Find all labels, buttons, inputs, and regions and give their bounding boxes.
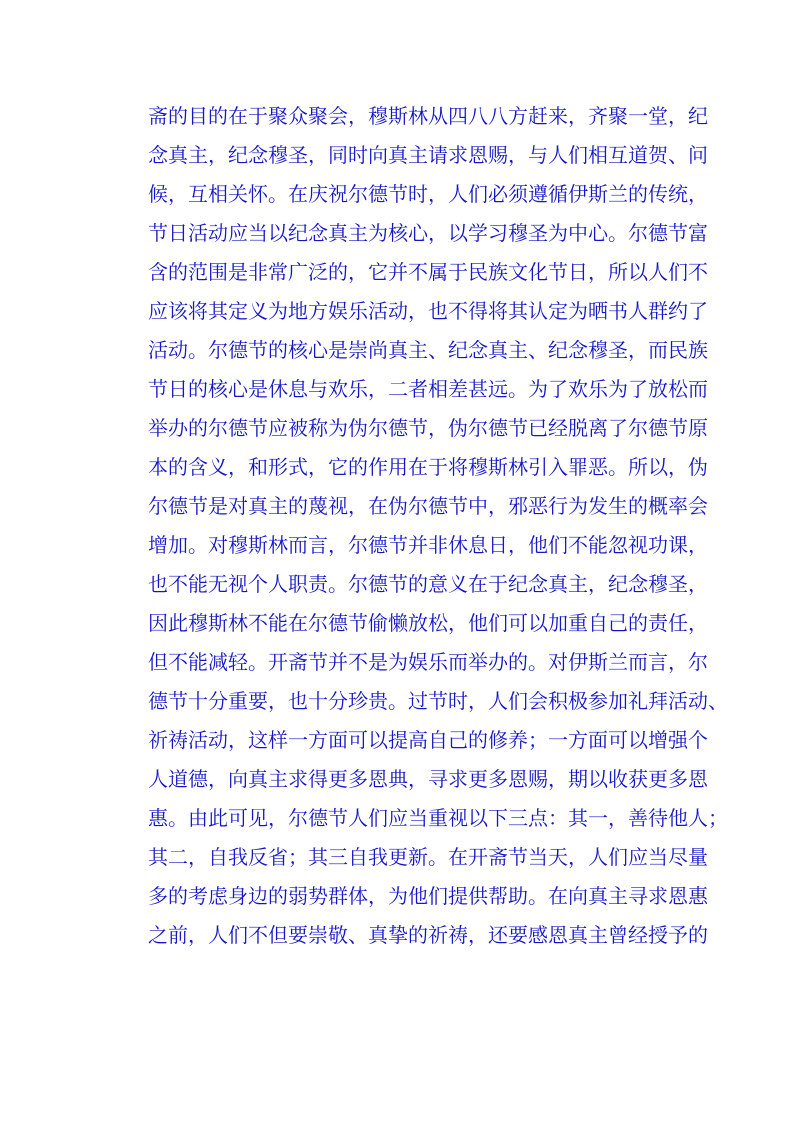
text-line: 也不能无视个人职责。尔德节的意义在于纪念真主，纪念穆圣， [148,572,708,596]
text-line: 尔德节是对真主的蔑视，在伪尔德节中，邪恶行为发生的概率会 [148,494,708,518]
text-line: 斋的目的在于聚众聚会，穆斯林从四八八方赶来，齐聚一堂，纪 [148,104,708,128]
text-line: 本的含义，和形式，它的作用在于将穆斯林引入罪恶。所以，伪 [148,455,708,479]
text-line: 含的范围是非常广泛的，它并不属于民族文化节日，所以人们不 [148,260,708,284]
text-line: 人道德，向真主求得更多恩典，寻求更多恩赐，期以收获更多恩 [148,767,708,791]
text-line: 活动。尔德节的核心是崇尚真主、纪念真主、纪念穆圣，而民族 [148,338,708,362]
text-line: 节日活动应当以纪念真主为核心，以学习穆圣为中心。尔德节富 [148,221,708,245]
text-line: 惠。由此可见，尔德节人们应当重视以下三点：其一，善待他人； [148,806,728,830]
text-line: 念真主，纪念穆圣，同时向真主请求恩赐，与人们相互道贺、问 [148,143,708,167]
text-line: 多的考虑身边的弱势群体，为他们提供帮助。在向真主寻求恩惠 [148,884,708,908]
text-line: 候，互相关怀。在庆祝尔德节时，人们必须遵循伊斯兰的传统， [148,182,708,206]
text-line: 节日的核心是休息与欢乐，二者相差甚远。为了欢乐为了放松而 [148,377,708,401]
text-line: 举办的尔德节应被称为伪尔德节，伪尔德节已经脱离了尔德节原 [148,416,708,440]
text-line: 因此穆斯林不能在尔德节偷懒放松，他们可以加重自己的责任， [148,611,708,635]
text-line: 应该将其定义为地方娱乐活动，也不得将其认定为晒书人群约了 [148,299,708,323]
text-line: 之前，人们不但要崇敬、真挚的祈祷，还要感恩真主曾经授予的 [148,923,708,947]
text-line: 其二，自我反省；其三自我更新。在开斋节当天，人们应当尽量 [148,845,708,869]
text-line: 德节十分重要，也十分珍贵。过节时，人们会积极参加礼拜活动、 [148,689,728,713]
text-line: 祈祷活动，这样一方面可以提高自己的修养；一方面可以增强个 [148,728,708,752]
text-line: 但不能减轻。开斋节并不是为娱乐而举办的。对伊斯兰而言，尔 [148,650,708,674]
text-line: 增加。对穆斯林而言，尔德节并非休息日，他们不能忽视功课， [148,533,708,557]
body-paragraph [148,97,728,955]
